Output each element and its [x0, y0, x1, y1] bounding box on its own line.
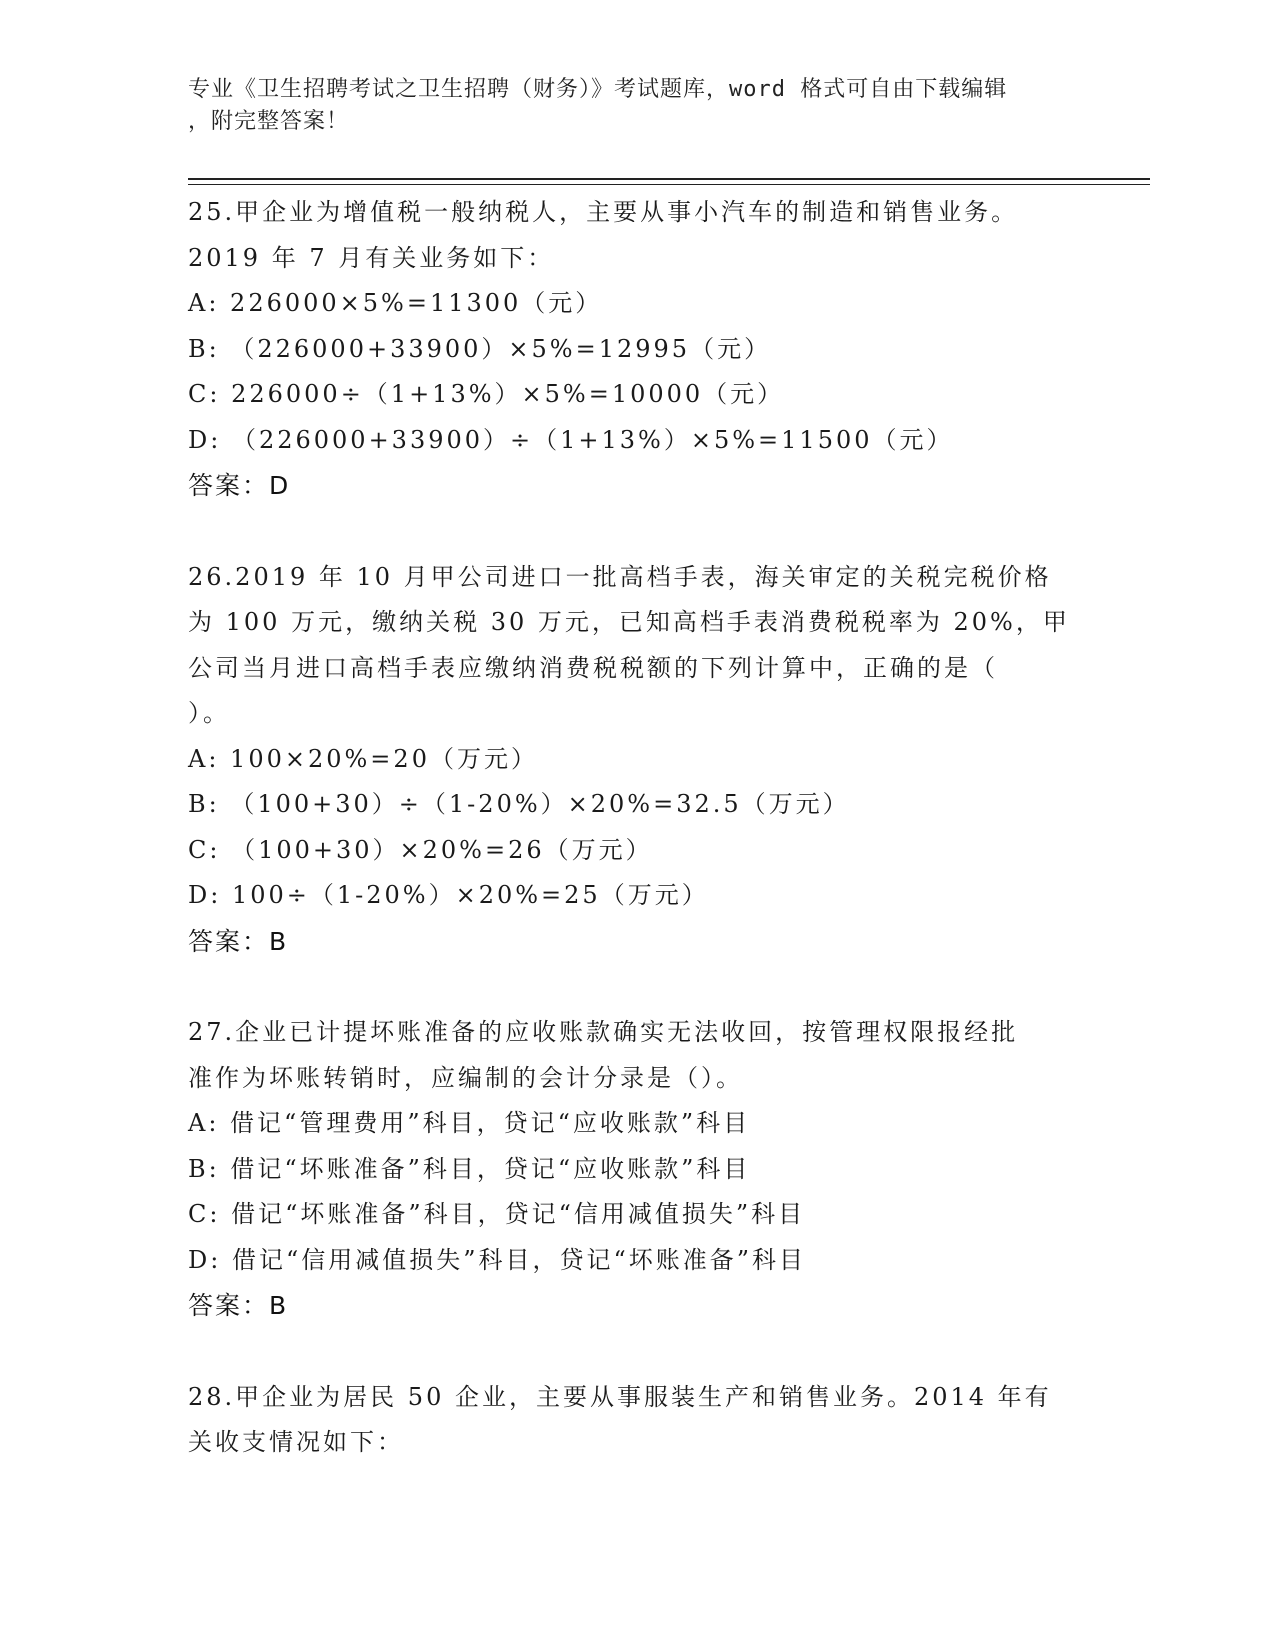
question-stem-line: 26.2019 年 10 月甲公司进口一批高档手表，海关审定的关税完税价格 — [188, 562, 1052, 591]
option-a: A: 借记“管理费用”科目，贷记“应收账款”科目 — [188, 1109, 751, 1137]
header-divider-thick — [188, 178, 1150, 180]
question-28 — [188, 1375, 1088, 1466]
question-26 — [188, 555, 1088, 965]
answer-label: 答案：B — [188, 1291, 289, 1320]
header-line-1: 专业《卫生招聘考试之卫生招聘（财务）》考试题库，word 格式可自由下载编辑 — [188, 77, 1008, 102]
question-stem-line: 25.甲企业为增值税一般纳税人，主要从事小汽车的制造和销售业务。 — [188, 198, 1019, 226]
option-b: B: （226000+33900）×5%=12995（元） — [188, 334, 772, 363]
option-a: A: 226000×5%=11300（元） — [188, 289, 603, 317]
option-a: A: 100×20%=20（万元） — [188, 744, 538, 773]
question-stem-line: 2019 年 7 月有关业务如下： — [188, 243, 555, 272]
question-25 — [188, 190, 1088, 509]
option-b: B: （100+30）÷（1-20%）×20%=32.5（万元） — [188, 790, 850, 818]
option-c: C: 226000÷（1+13%）×5%=10000（元） — [188, 380, 785, 408]
question-stem-line: 准作为坏账转销时，应编制的会计分录是（）。 — [188, 1063, 743, 1092]
answer-label: 答案：B — [188, 926, 289, 956]
question-stem-line: ）。 — [188, 699, 230, 727]
question-list — [188, 190, 1088, 1512]
question-stem-line: 28.甲企业为居民 50 企业，主要从事服装生产和销售业务。2014 年有 — [188, 1382, 1052, 1411]
option-d: D: （226000+33900）÷（1+13%）×5%=11500（元） — [188, 425, 954, 454]
question-stem-line: 关收支情况如下： — [188, 1428, 404, 1456]
option-d: D: 100÷（1-20%）×20%=25（万元） — [188, 881, 709, 909]
header-line-2: ，附完整答案！ — [188, 109, 350, 134]
question-27 — [188, 1010, 1088, 1329]
option-d: D: 借记“信用减值损失”科目，贷记“坏账准备”科目 — [188, 1245, 807, 1274]
document-header — [188, 74, 1068, 138]
question-stem-line: 27.企业已计提坏账准备的应收账款确实无法收回，按管理权限报经批 — [188, 1018, 1019, 1046]
question-stem-line: 为 100 万元，缴纳关税 30 万元，已知高档手表消费税税率为 20%，甲 — [188, 608, 1070, 636]
option-b: B: 借记“坏账准备”科目，贷记“应收账款”科目 — [188, 1154, 751, 1183]
question-stem-line: 公司当月进口高档手表应缴纳消费税税额的下列计算中，正确的是（ — [188, 653, 998, 682]
option-c: C: 借记“坏账准备”科目，贷记“信用减值损失”科目 — [188, 1200, 806, 1228]
header-divider-thin — [188, 184, 1150, 185]
answer-label: 答案：D — [188, 471, 291, 500]
option-c: C: （100+30）×20%=26（万元） — [188, 835, 653, 864]
